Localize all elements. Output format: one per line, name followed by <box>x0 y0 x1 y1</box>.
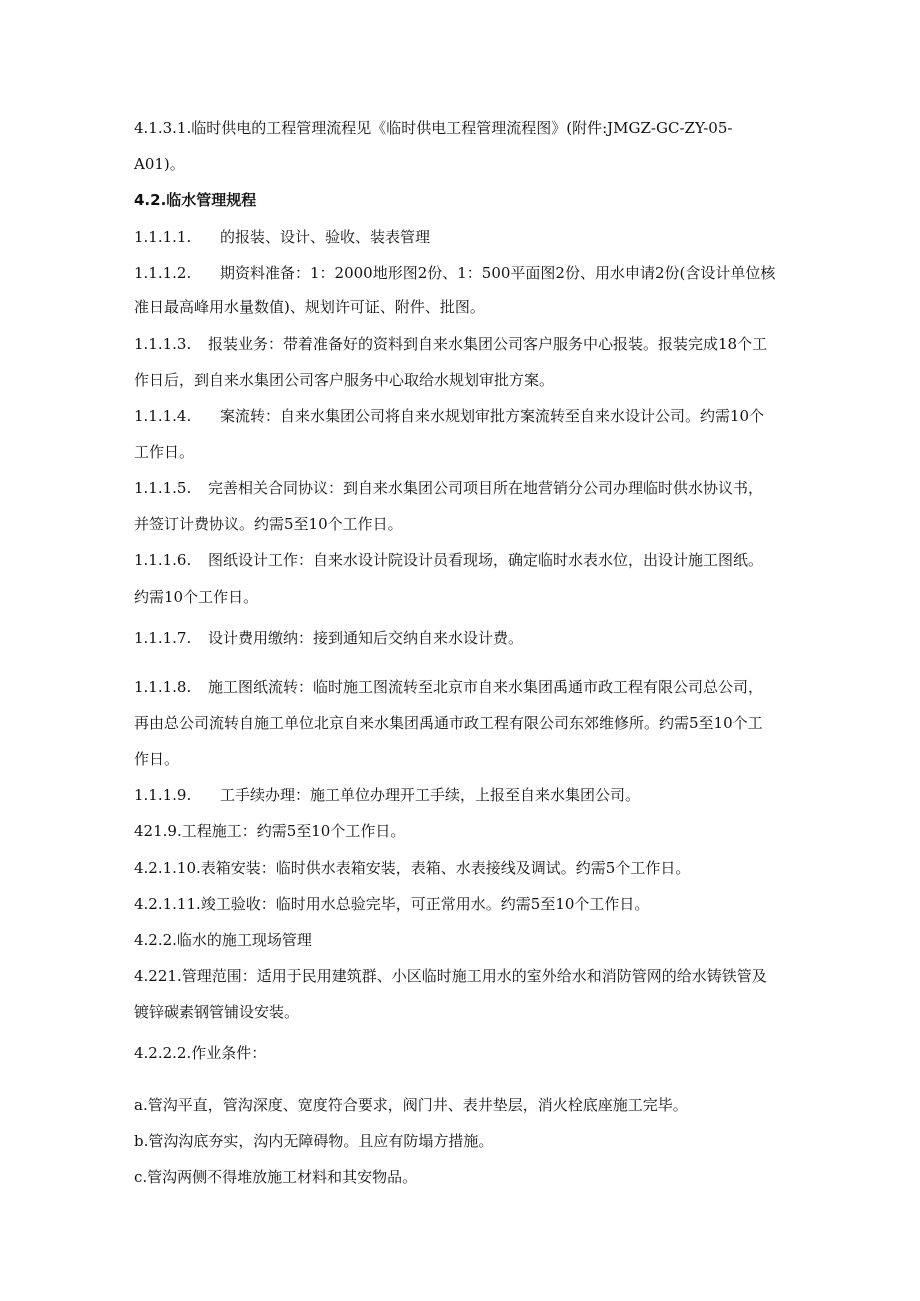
item-number: 1.1.1.4. <box>134 407 192 425</box>
item-number: 1.1.1.2. <box>134 264 192 282</box>
section-heading-4-2-2: 4.2.2.临水的施工现场管理 <box>134 931 312 949</box>
list-item-1118-line-3: 作日。 <box>134 750 180 768</box>
list-item-1112 <box>134 262 775 284</box>
item-number: 1.1.1.5. <box>134 479 192 497</box>
item-number: 1.1.1.9. <box>134 786 192 804</box>
item-text: 图纸设计工作：自来水设计院设计员看现场，确定临时水表水位，出设计施工图纸。 <box>208 551 764 569</box>
list-item-1115-line-2: 并签订计费协议。约需5至10个工作日。 <box>134 515 403 533</box>
item-number: 1.1.1.1. <box>134 228 192 246</box>
item-number: 1.1.1.6. <box>134 551 192 569</box>
list-item-1119 <box>134 784 640 806</box>
item-text: 期资料准备：1：2000地形图2份、1：500平面图2份、用水申请2份(含设计单位核 <box>220 264 776 282</box>
section-4222: 4.2.2.2.作业条件： <box>134 1044 267 1062</box>
item-number: 1.1.1.3. <box>134 335 192 353</box>
section-4221-line-2: 镀锌碳素钢管铺设安装。 <box>134 1003 300 1021</box>
condition-c: c.管沟两侧不得堆放施工材料和其安物品。 <box>134 1168 418 1186</box>
list-item-1118 <box>134 676 763 698</box>
condition-a: a.管沟平直，管沟深度、宽度符合要求，阀门井、表井垫层，消火栓底座施工完毕。 <box>134 1096 688 1114</box>
item-number: 1.1.1.8. <box>134 678 192 696</box>
section-4221-line-1: 4.221.管理范围：适用于民用建筑群、小区临时施工用水的室外给水和消防管网的给水铸铁管及 <box>134 967 767 985</box>
list-item-1111 <box>134 226 430 248</box>
list-item-1118-line-2: 再由总公司流转自施工单位北京自来水集团禹通市政工程有限公司东郊维修所。约需5至10个工 <box>134 714 763 732</box>
condition-b: b.管沟沟底夯实，沟内无障碍物。且应有防塌方措施。 <box>134 1132 494 1150</box>
item-text: 施工图纸流转：临时施工图流转至北京市自来水集团禹通市政工程有限公司总公司， <box>208 678 764 696</box>
list-item-1114 <box>134 405 764 427</box>
list-item-1116-line-2: 约需10个工作日。 <box>134 588 259 606</box>
list-item-1114-line-2: 工作日。 <box>134 443 195 461</box>
item-number: 1.1.1.7. <box>134 629 192 647</box>
item-text: 工手续办理：施工单位办理开工手续，上报至自来水集团公司。 <box>220 786 641 804</box>
list-item-1116 <box>134 549 763 571</box>
section-42111: 4.2.1.11.竣工验收：临时用水总验完毕，可正常用水。约需5至10个工作日。 <box>134 895 650 913</box>
item-text: 设计费用缴纳：接到通知后交纳自来水设计费。 <box>208 629 524 647</box>
list-item-1112-line-2: 准日最高峰用水量数值)、规划许可证、附件、批图。 <box>134 298 485 316</box>
section-4219: 421.9.工程施工：约需5至10个工作日。 <box>134 822 406 840</box>
item-text: 报装业务：带着准备好的资料到自来水集团公司客户服务中心报装。报装完成18个工 <box>208 335 768 353</box>
list-item-1117 <box>134 627 523 649</box>
list-item-1113-line-2: 作日后，到自来水集团公司客户服务中心取给水规划审批方案。 <box>134 371 555 389</box>
list-item-1115 <box>134 477 763 499</box>
item-text: 的报装、设计、验收、装表管理 <box>220 228 431 246</box>
paragraph-4131-line-1: 4.1.3.1.临时供电的工程管理流程见《临时供电工程管理流程图》(附件:JMGZ-GC-ZY-05- <box>134 119 733 137</box>
section-42110: 4.2.1.10.表箱安装：临时供水表箱安装，表箱、水表接线及调试。约需5个工作日。 <box>134 859 691 877</box>
section-heading-4-2: 4.2.临水管理规程 <box>134 191 257 209</box>
paragraph-4131-line-2: A01)。 <box>134 155 185 173</box>
list-item-1113 <box>134 333 767 355</box>
item-text: 案流转：自来水集团公司将自来水规划审批方案流转至自来水设计公司。约需10个 <box>220 407 765 425</box>
item-text: 完善相关合同协议：到自来水集团公司项目所在地营销分公司办理临时供水协议书， <box>208 479 764 497</box>
